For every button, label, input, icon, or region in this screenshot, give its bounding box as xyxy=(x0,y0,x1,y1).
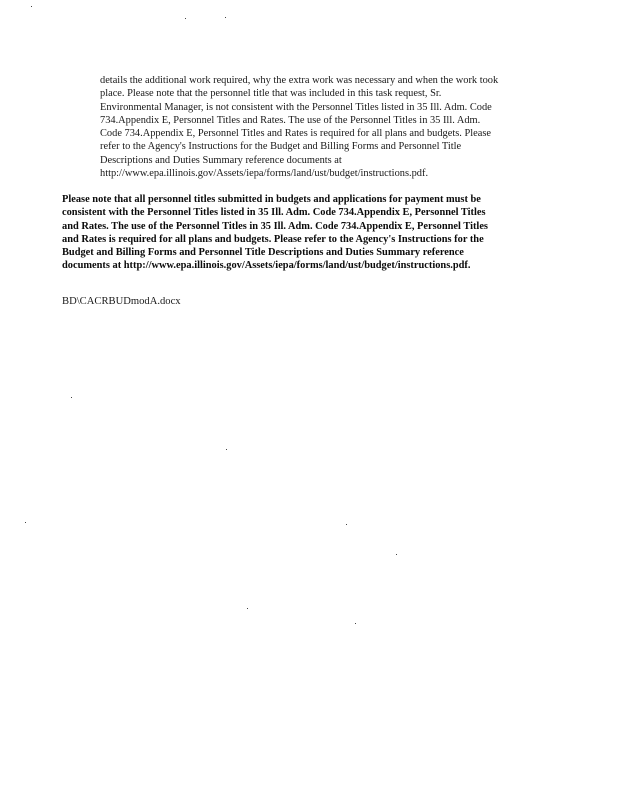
paragraph-line: Descriptions and Duties Summary reference documents at xyxy=(100,154,342,166)
paragraph-line: Code 734.Appendix E, Personnel Titles and Rates is required for all plans and budgets. Please xyxy=(100,128,492,140)
notice-line: documents at http://www.epa.illinois.gov/Assets/iepa/forms/land/ust/budget/instructions.pdf. xyxy=(62,260,471,272)
scan-speck xyxy=(225,17,226,18)
scan-speck xyxy=(226,449,227,450)
paragraph-line: 734.Appendix E, Personnel Titles and Rates. The use of the Personnel Titles in 35 Ill. Adm. xyxy=(100,114,481,126)
scan-speck xyxy=(185,18,186,19)
scan-speck xyxy=(71,397,72,398)
notice-line: Budget and Billing Forms and Personnel Title Descriptions and Duties Summary reference xyxy=(62,247,464,259)
paragraph-line: Environmental Manager, is not consistent with the Personnel Titles listed in 35 Ill. Adm. Code xyxy=(100,101,492,113)
paragraph-line: refer to the Agency's Instructions for the Budget and Billing Forms and Personnel Title xyxy=(100,141,462,153)
notice-line: and Rates is required for all plans and budgets. Please refer to the Agency's Instructions for the xyxy=(62,233,484,245)
paragraph-line: details the additional work required, why the extra work was necessary and when the work took xyxy=(100,75,499,86)
notice-line: and Rates. The use of the Personnel Titles in 35 Ill. Adm. Code 734.Appendix E, Personnel Titles xyxy=(62,220,488,232)
notice-line: Please note that all personnel titles submitted in budgets and applications for payment must be xyxy=(62,194,481,205)
notice-line: consistent with the Personnel Titles listed in 35 Ill. Adm. Code 734.Appendix E, Personnel Titles xyxy=(62,207,486,219)
scan-speck xyxy=(355,623,356,624)
paragraph-line: http://www.epa.illinois.gov/Assets/iepa/forms/land/ust/budget/instructions.pdf. xyxy=(100,168,429,180)
scan-speck xyxy=(25,522,26,523)
scan-speck xyxy=(247,608,248,609)
file-reference: BD\CACRBUDmodA.docx xyxy=(62,296,181,307)
scan-speck xyxy=(346,524,347,525)
personnel-titles-notice xyxy=(62,193,532,273)
paragraph-line: place. Please note that the personnel title that was included in this task request, Sr. xyxy=(100,88,442,100)
indented-paragraph xyxy=(100,74,540,180)
scan-speck xyxy=(31,6,32,7)
scan-speck xyxy=(396,554,397,555)
